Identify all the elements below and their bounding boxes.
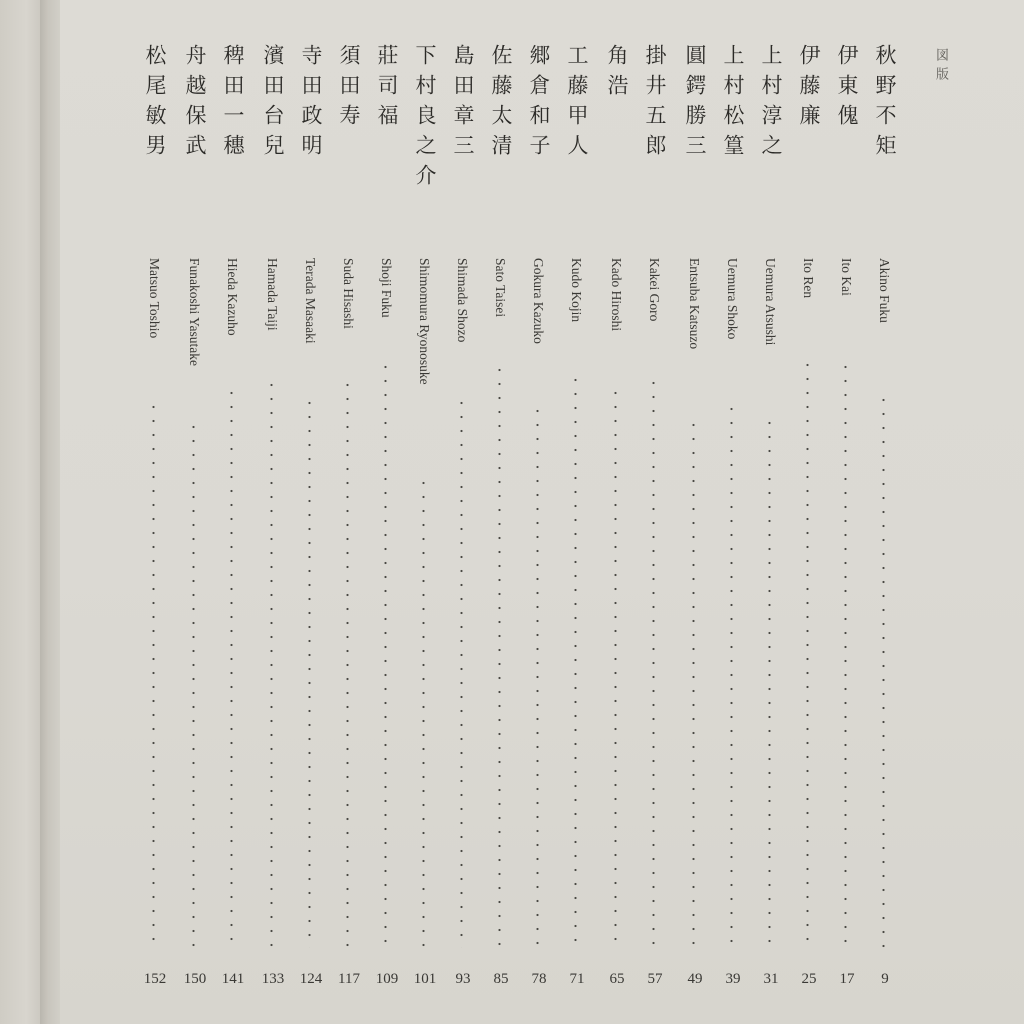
leader-dots <box>270 378 273 948</box>
artist-name-romaji: Kudo Kojin <box>569 258 584 323</box>
toc-entry[interactable] <box>138 40 172 1000</box>
page-number: 152 <box>143 971 167 987</box>
leader-dots <box>692 418 695 948</box>
leader-dots <box>574 373 577 948</box>
artist-name-japanese: 上村松篁 <box>721 44 745 164</box>
artist-name-japanese: 稗田一穗 <box>221 44 245 164</box>
page-number: 109 <box>375 971 399 987</box>
toc-entry[interactable] <box>638 40 672 1000</box>
toc-entry[interactable] <box>560 40 594 1000</box>
previous-page-edge <box>0 0 44 1024</box>
artist-name-japanese: 上村淳之 <box>759 44 783 164</box>
leader-dots <box>460 396 463 948</box>
artist-name-romaji: Shimada Shozo <box>455 258 470 343</box>
artist-name-japanese: 伊東傀 <box>835 44 859 134</box>
leader-dots <box>422 476 425 948</box>
page-number: 78 <box>531 971 547 987</box>
leader-dots <box>384 360 387 948</box>
page-number: 150 <box>183 971 207 987</box>
page-number: 71 <box>569 971 585 987</box>
toc-entry[interactable] <box>600 40 634 1000</box>
toc-entry[interactable] <box>716 40 750 1000</box>
leader-dots <box>730 402 733 948</box>
page-number: 93 <box>455 971 471 987</box>
leader-dots <box>652 376 655 948</box>
leader-dots <box>882 393 885 948</box>
page-number: 101 <box>413 971 437 987</box>
leader-dots <box>806 358 809 948</box>
artist-name-romaji: Uemura Atsushi <box>763 258 778 346</box>
artist-name-romaji: Terada Masaaki <box>303 258 318 344</box>
toc-entry[interactable] <box>332 40 366 1000</box>
toc-entry[interactable] <box>178 40 212 1000</box>
leader-dots <box>844 360 847 948</box>
artist-name-japanese: 郷倉和子 <box>527 44 551 164</box>
toc-entry[interactable] <box>678 40 712 1000</box>
leader-dots <box>536 404 539 948</box>
artist-name-japanese: 須田寿 <box>337 44 361 134</box>
toc-entry[interactable] <box>868 40 902 1000</box>
page-number: 31 <box>763 971 779 987</box>
leader-dots <box>230 386 233 948</box>
page-number: 124 <box>299 971 323 987</box>
page-number: 25 <box>801 971 817 987</box>
artist-name-japanese: 島田章三 <box>451 44 475 164</box>
artist-name-romaji: Uemura Shoko <box>725 258 740 340</box>
toc-entry[interactable] <box>830 40 864 1000</box>
artist-name-japanese: 佐藤太清 <box>489 44 513 164</box>
artist-name-japanese: 松尾敏男 <box>143 44 167 164</box>
leader-dots <box>308 396 311 948</box>
artist-name-japanese: 掛井五郎 <box>643 44 667 164</box>
page-number: 133 <box>261 971 285 987</box>
artist-name-romaji: Shoji Fuku <box>379 258 394 318</box>
artist-name-romaji: Matsuo Toshio <box>147 258 162 339</box>
leader-dots <box>768 416 771 948</box>
artist-name-romaji: Hieda Kazuho <box>225 258 240 336</box>
toc-entry[interactable] <box>370 40 404 1000</box>
page-number: 49 <box>687 971 703 987</box>
toc-entry[interactable] <box>408 40 442 1000</box>
artist-name-romaji: Akino Fuku <box>877 258 892 323</box>
leader-dots <box>614 386 617 948</box>
artist-name-romaji: Ito Kai <box>839 258 854 296</box>
toc-entry[interactable] <box>522 40 556 1000</box>
page-number: 57 <box>647 971 663 987</box>
toc-entry[interactable] <box>216 40 250 1000</box>
leader-dots <box>192 420 195 948</box>
page-number: 85 <box>493 971 509 987</box>
toc-entry[interactable] <box>754 40 788 1000</box>
leader-dots <box>152 400 155 948</box>
artist-name-romaji: Sato Taisei <box>493 258 508 318</box>
leader-dots <box>346 378 349 948</box>
page-number: 65 <box>609 971 625 987</box>
toc-entry[interactable] <box>446 40 480 1000</box>
artist-name-japanese: 工藤甲人 <box>565 44 589 164</box>
artist-name-romaji: Funakoshi Yasutake <box>187 258 202 367</box>
artist-name-japanese: 濱田台兒 <box>261 44 285 164</box>
artist-name-romaji: Entsuba Katsuzo <box>687 258 702 350</box>
page-number: 39 <box>725 971 741 987</box>
page-number: 9 <box>881 971 889 987</box>
toc-entry[interactable] <box>484 40 518 1000</box>
page-number: 17 <box>839 971 855 987</box>
toc-entry[interactable] <box>294 40 328 1000</box>
artist-name-romaji: Kakei Goro <box>647 258 662 322</box>
section-label: 図版 <box>933 48 948 86</box>
artist-name-japanese: 秋野不矩 <box>873 44 897 164</box>
artist-name-japanese: 舟越保武 <box>183 44 207 164</box>
artist-name-japanese: 角浩 <box>605 44 629 104</box>
artist-name-romaji: Kado Hiroshi <box>609 258 624 332</box>
artist-name-romaji: Suda Hisashi <box>341 258 356 329</box>
artist-name-japanese: 寺田政明 <box>299 44 323 164</box>
artist-name-japanese: 下村良之介 <box>413 44 437 194</box>
artist-name-japanese: 圓鍔勝三 <box>683 44 707 164</box>
artist-name-japanese: 伊藤廉 <box>797 44 821 134</box>
page-number: 141 <box>221 971 245 987</box>
leader-dots <box>498 363 501 948</box>
artist-name-romaji: Shimomura Ryonosuke <box>417 258 432 385</box>
toc-entry[interactable] <box>792 40 826 1000</box>
artist-name-japanese: 莊司福 <box>375 44 399 134</box>
artist-name-romaji: Hamada Taiji <box>265 258 280 331</box>
toc-entry[interactable] <box>256 40 290 1000</box>
page-number: 117 <box>338 971 360 987</box>
artist-name-romaji: Ito Ren <box>801 258 816 299</box>
artist-name-romaji: Gokura Kazuko <box>531 258 546 344</box>
